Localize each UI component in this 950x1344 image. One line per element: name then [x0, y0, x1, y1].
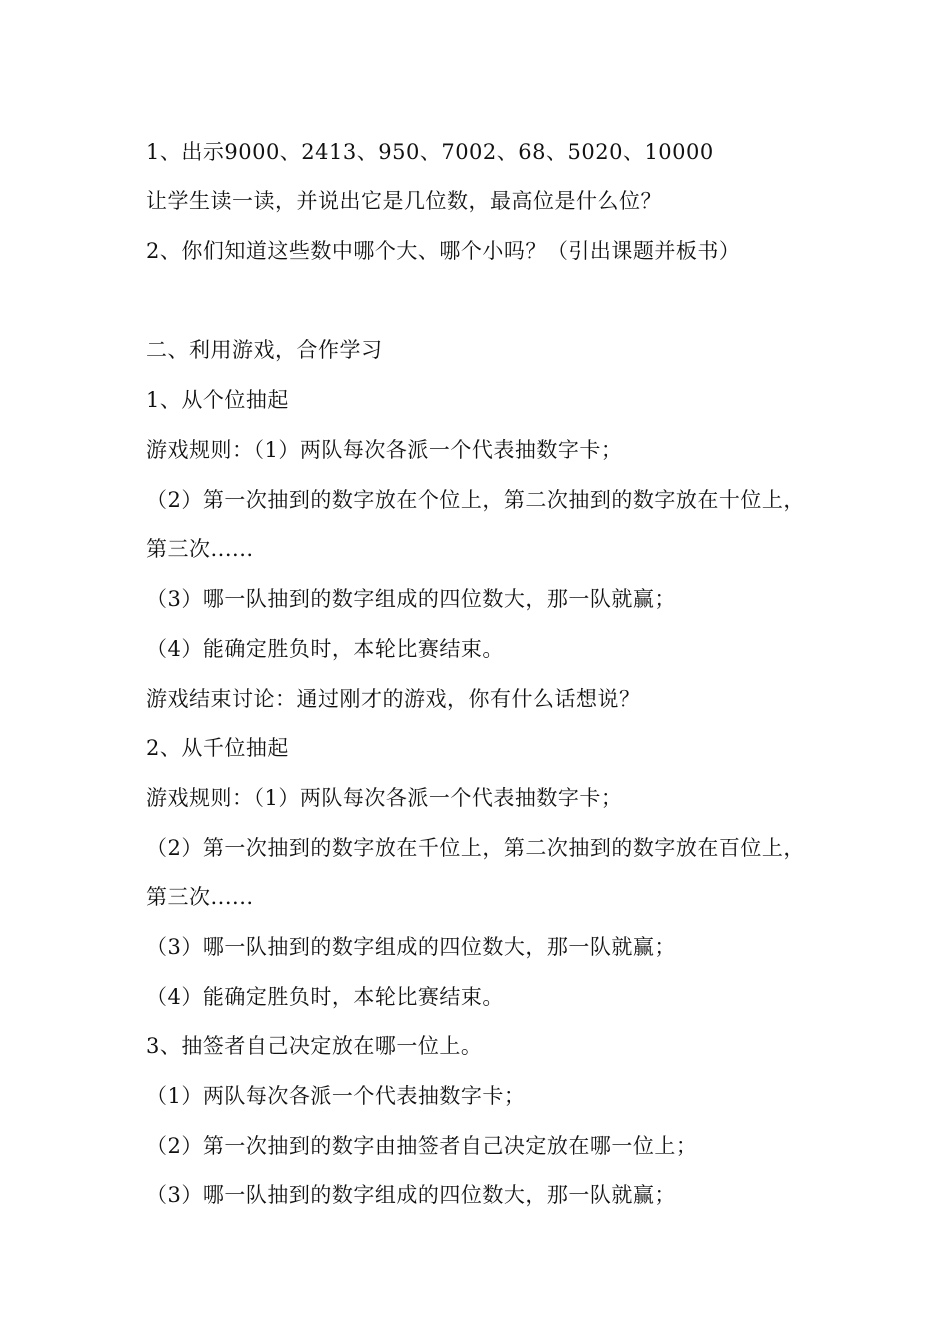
text-line: 让学生读一读，并说出它是几位数，最高位是什么位？ [146, 189, 662, 213]
text-line: （3）哪一队抽到的数字组成的四位数大，那一队就赢； [146, 935, 676, 959]
subsection-heading: 2、从千位抽起 [146, 736, 289, 760]
text-line: （4）能确定胜负时，本轮比赛结束。 [146, 985, 504, 1009]
text-line: 1、出示9000、2413、950、7002、68、5020、10000 [146, 140, 714, 164]
subsection-heading: 3、抽签者自己决定放在哪一位上。 [146, 1034, 483, 1058]
text-line: 2、你们知道这些数中哪个大、哪个小吗？（引出课题并板书） [146, 239, 741, 263]
text-line: （3）哪一队抽到的数字组成的四位数大，那一队就赢； [146, 587, 676, 611]
text-line: （2）第一次抽到的数字由抽签者自己决定放在哪一位上； [146, 1134, 698, 1158]
subsection-heading: 1、从个位抽起 [146, 388, 289, 412]
text-line: （3）哪一队抽到的数字组成的四位数大，那一队就赢； [146, 1183, 676, 1207]
text-line: 游戏结束讨论：通过刚才的游戏，你有什么话想说？ [146, 687, 641, 711]
text-line: （2）第一次抽到的数字放在个位上，第二次抽到的数字放在十位上， [146, 488, 805, 512]
text-line: 游戏规则：（1）两队每次各派一个代表抽数字卡； [146, 786, 623, 810]
text-line: （1）两队每次各派一个代表抽数字卡； [146, 1084, 526, 1108]
section-heading: 二、利用游戏，合作学习 [146, 338, 383, 362]
text-line: 第三次...... [146, 885, 254, 909]
text-line: 游戏规则：（1）两队每次各派一个代表抽数字卡； [146, 438, 623, 462]
text-line: （2）第一次抽到的数字放在千位上，第二次抽到的数字放在百位上， [146, 836, 805, 860]
text-line: 第三次...... [146, 537, 254, 561]
text-line: （4）能确定胜负时，本轮比赛结束。 [146, 637, 504, 661]
